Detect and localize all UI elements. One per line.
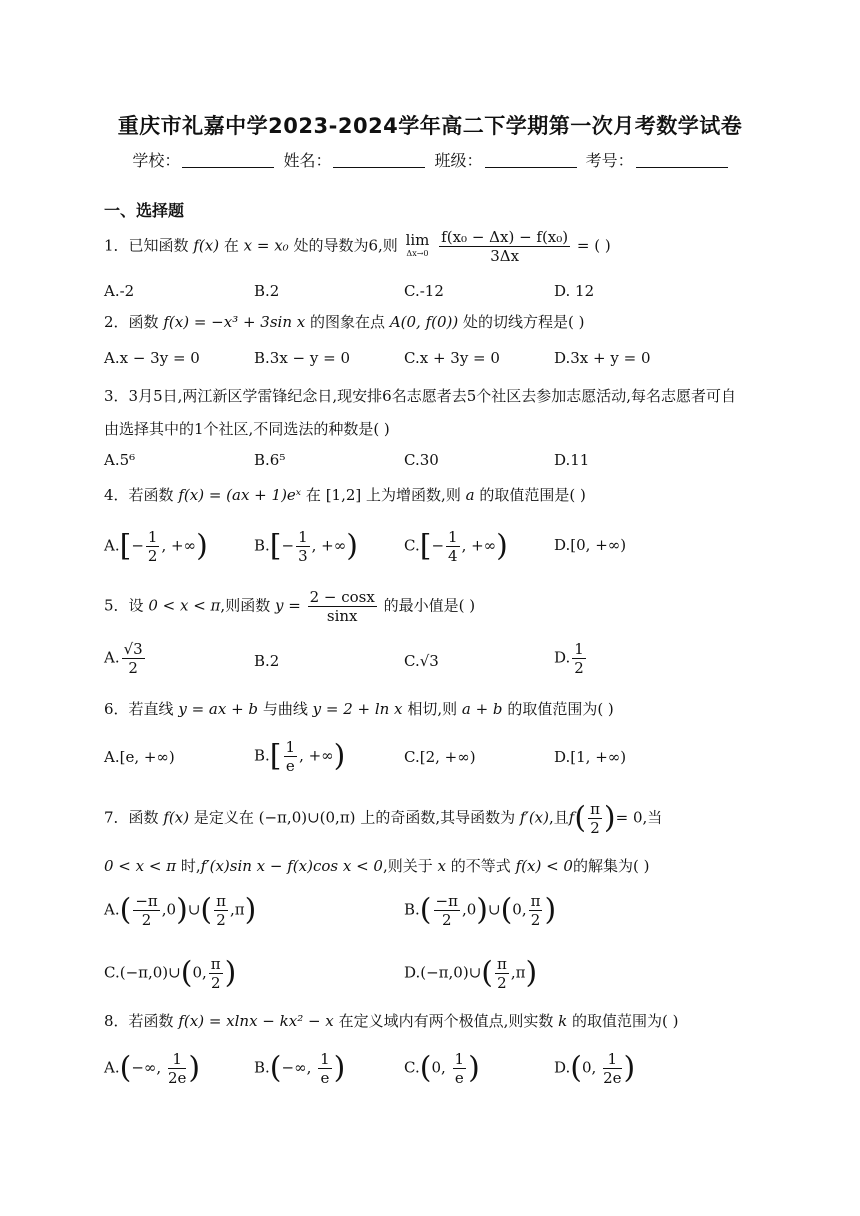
fraction-denominator: 2: [141, 911, 152, 929]
right-paren: ): [244, 892, 257, 928]
q7-math: f′(x)sin x − f(x)cos x < 0: [200, 857, 383, 875]
option-letter: B.: [254, 536, 270, 555]
option-c[interactable]: [104, 955, 236, 992]
option-d[interactable]: D.[0, +∞): [554, 536, 627, 554]
option-letter: C.: [404, 536, 420, 555]
school-blank[interactable]: [182, 153, 274, 168]
pi: π: [234, 900, 245, 919]
q6-text: 的取值范围为( ): [507, 700, 614, 718]
left-bracket: [: [419, 528, 432, 564]
left-paren: (: [119, 892, 132, 928]
lim-text: lim: [405, 230, 430, 249]
comma: ,: [510, 963, 516, 982]
interval-end: , +∞: [461, 536, 497, 555]
class-label: 班级：: [434, 151, 483, 170]
option-letter: A.: [104, 1058, 120, 1077]
option-c[interactable]: [404, 528, 508, 565]
fraction-denominator: 4: [448, 547, 458, 565]
question-number: 6．: [104, 700, 129, 718]
left-paren: (: [419, 1050, 432, 1086]
fraction-numerator: −π: [435, 892, 458, 910]
option-d[interactable]: [554, 640, 588, 677]
option-b[interactable]: [254, 528, 358, 565]
q7-text: 时,: [180, 857, 201, 875]
option-a[interactable]: [104, 528, 208, 565]
option-text: C.(−π,0)∪: [104, 963, 181, 982]
question-2: [104, 311, 744, 333]
left-bracket: [: [119, 528, 132, 564]
question-7-line-1: [104, 800, 744, 837]
q7-text: 函数: [128, 808, 159, 827]
option-fraction: [146, 528, 160, 565]
q1-text: = ( ): [576, 236, 611, 255]
fraction-denominator: 2: [216, 911, 226, 929]
option-fraction: [284, 738, 298, 775]
q8-text: 若函数: [128, 1012, 174, 1030]
fraction-numerator: 2 − cosx: [309, 588, 375, 606]
q4-math: a: [465, 486, 475, 504]
q2-text: 处的切线方程是( ): [463, 313, 585, 331]
right-paren: ): [468, 1050, 480, 1086]
zero: 0: [512, 900, 522, 919]
question-4: [104, 484, 744, 506]
left-paren: (: [574, 800, 587, 836]
q7-text: ,当: [642, 808, 663, 827]
fraction-denominator: 2: [590, 819, 600, 837]
q3-text: 3月5日,两江新区学雷锋纪念日,现安排6名志愿者去5个社区去参加志愿活动,每名志愿者可自由选择其中的1个社区,不同选法的种数是( ): [104, 387, 737, 438]
right-paren: ): [346, 528, 358, 564]
pi: π: [515, 963, 526, 982]
exam-number-blank[interactable]: [636, 153, 728, 168]
q4-text: 在: [305, 486, 321, 504]
q8-text: 的取值范围为( ): [572, 1012, 679, 1030]
option-fraction: [529, 892, 543, 929]
option-letter: D.: [554, 1058, 571, 1077]
question-number: 8．: [104, 1012, 129, 1030]
fraction-denominator: e: [285, 757, 295, 775]
right-paren: ): [623, 1050, 636, 1086]
option-a[interactable]: A.-2: [104, 282, 135, 300]
q2-text: 函数: [128, 313, 159, 331]
zero: 0: [192, 963, 202, 982]
question-8: [104, 1010, 744, 1032]
interval-start: −∞,: [281, 1058, 317, 1077]
right-paren: ): [476, 892, 488, 928]
q4-math: [1,2]: [325, 486, 362, 504]
option-fraction: [572, 640, 586, 677]
fraction-numerator: 1: [574, 640, 584, 658]
right-paren: ): [196, 528, 208, 564]
limit-fraction: [439, 228, 570, 265]
option-d[interactable]: D.11: [554, 451, 590, 469]
option-b[interactable]: [254, 1050, 345, 1087]
option-fraction: [446, 528, 460, 565]
right-paren: ): [603, 800, 616, 836]
q5-text: 的最小值是( ): [383, 596, 476, 615]
option-letter: B.: [254, 746, 270, 765]
q4-text: 上为增函数,则: [366, 486, 461, 504]
option-b[interactable]: B.2: [254, 282, 280, 300]
lim-subscript: Δx→0: [406, 248, 429, 258]
name-blank[interactable]: [333, 153, 425, 168]
question-4-options: [104, 528, 764, 568]
option-a[interactable]: [104, 640, 147, 677]
option-letter: A.: [104, 648, 120, 667]
q1-text: 处的导数为6,则: [293, 236, 398, 255]
right-paren: ): [333, 1050, 346, 1086]
q5-text: 设: [128, 596, 144, 615]
question-6: [104, 698, 744, 720]
comma: ,: [161, 900, 167, 919]
option-d[interactable]: D. 12: [554, 282, 595, 300]
option-text: D.(−π,0)∪: [404, 963, 482, 982]
left-paren: (: [119, 1050, 132, 1086]
question-number: 4．: [104, 486, 129, 504]
option-c[interactable]: C.30: [404, 451, 439, 469]
fraction-numerator: 1: [147, 528, 158, 546]
interval-end: , +∞: [311, 536, 347, 555]
option-b[interactable]: [404, 892, 556, 929]
option-c[interactable]: C.-12: [404, 282, 444, 300]
q6-math: y = ax + b: [178, 700, 259, 718]
left-paren: (: [180, 955, 193, 991]
interval-end: , +∞: [161, 536, 197, 555]
q6-text: 相切,则: [407, 700, 458, 718]
fraction-numerator: 1: [454, 1050, 465, 1068]
option-a[interactable]: A.5⁶: [104, 451, 136, 469]
fraction-numerator: 1: [285, 738, 296, 756]
q2-text: 的图象在点: [310, 313, 386, 331]
left-paren: (: [570, 1050, 582, 1086]
q8-math: f(x) = xlnx − kx² − x: [178, 1012, 334, 1030]
q6-text: 与曲线: [262, 700, 308, 718]
option-b[interactable]: B.6⁵: [254, 451, 286, 469]
fraction-denominator: e: [454, 1069, 464, 1087]
left-paren: (: [481, 955, 493, 991]
fraction-denominator: 2e: [167, 1069, 187, 1087]
fraction-denominator: 3: [298, 547, 308, 565]
q7-math: x: [437, 857, 447, 875]
interval-start: 0,: [431, 1058, 451, 1077]
q2-math: f(x) = −x³ + 3sin x: [163, 313, 306, 331]
left-paren: (: [200, 892, 213, 928]
option-fraction: [453, 1050, 467, 1087]
right-paren: ): [525, 955, 538, 991]
option-fraction: [122, 640, 145, 677]
right-paren: ): [544, 892, 557, 928]
option-fraction: [495, 955, 509, 992]
option-c[interactable]: C.√3: [404, 652, 439, 670]
option-b[interactable]: [254, 738, 345, 775]
q7-math: (−π,0)∪(0,π): [258, 808, 356, 827]
option-a[interactable]: A.x − 3y = 0: [104, 349, 200, 367]
option-a[interactable]: A.[e, +∞): [104, 748, 175, 766]
question-5: [104, 588, 744, 625]
left-paren: (: [419, 892, 432, 928]
question-number: 7．: [104, 808, 129, 827]
right-paren: ): [176, 892, 188, 928]
minus-sign: −: [281, 536, 295, 555]
option-fraction: [318, 1050, 332, 1087]
fraction-denominator: 2: [497, 974, 507, 992]
q7-math: f: [568, 808, 575, 827]
question-number: 2．: [104, 313, 129, 331]
right-paren: ): [224, 955, 237, 991]
class-blank[interactable]: [485, 153, 577, 168]
option-fraction: [168, 1050, 186, 1087]
fraction-denominator: 2: [441, 911, 452, 929]
question-7-options-row-1: [104, 892, 764, 932]
option-b[interactable]: B.2: [254, 652, 280, 670]
q7-text: 的解集为( ): [572, 857, 650, 875]
interval-end: , +∞: [299, 746, 334, 765]
q7-text: 的不等式: [450, 857, 511, 875]
fraction-denominator: 2: [147, 547, 158, 565]
fraction-numerator: π: [497, 955, 507, 973]
fraction-denominator: 2: [574, 659, 584, 677]
section-title: 一、选择题: [104, 201, 185, 220]
q8-math: k: [558, 1012, 568, 1030]
option-letter: D.: [554, 648, 571, 667]
fraction-numerator: π: [216, 892, 226, 910]
fraction-denominator: e: [320, 1069, 330, 1087]
q7-math: f(x): [163, 808, 190, 827]
option-a[interactable]: [104, 1050, 200, 1087]
exam-number-label: 考号：: [585, 151, 634, 170]
right-paren: ): [188, 1050, 201, 1086]
option-letter: B.: [404, 900, 420, 919]
q7-text: 是定义在: [193, 808, 254, 827]
fraction-denominator: 2: [128, 659, 138, 677]
q5-math: y =: [274, 596, 301, 615]
option-d[interactable]: D.3x + y = 0: [554, 349, 651, 367]
q2-math: A(0, f(0)): [389, 313, 459, 331]
q7-text: ,则关于: [382, 857, 433, 875]
option-a[interactable]: [104, 892, 256, 929]
q1-math: x = x₀: [243, 236, 289, 255]
q6-math: a + b: [461, 700, 503, 718]
question-number: 5．: [104, 596, 129, 615]
q4-math: f(x) = (ax + 1)eˣ: [178, 486, 302, 504]
question-3: [104, 380, 744, 446]
q7-text: 上的奇函数,其导函数为: [360, 808, 516, 827]
question-number: 3．: [104, 387, 129, 405]
comma: ,: [202, 963, 207, 982]
fraction-denominator: sinx: [326, 607, 358, 625]
left-bracket: [: [269, 528, 282, 564]
question-1: [104, 228, 744, 265]
q1-math: f(x): [193, 236, 220, 255]
union-symbol: ∪: [187, 900, 201, 919]
option-d[interactable]: [404, 955, 537, 992]
q7-math: = 0: [615, 808, 643, 827]
option-fraction: [133, 892, 159, 929]
fraction-numerator: 1: [168, 1050, 186, 1069]
fraction-numerator: 1: [298, 528, 308, 546]
student-info-line: [0, 148, 860, 171]
q6-math: y = 2 + ln x: [312, 700, 403, 718]
q7-math: f′(x): [519, 808, 549, 827]
exam-title: 重庆市礼嘉中学2023-2024学年高二下学期第一次月考数学试卷: [117, 114, 743, 138]
right-paren: ): [333, 738, 346, 774]
pi-half-fraction: [588, 800, 602, 837]
option-fraction: [209, 955, 223, 992]
option-letter: A.: [104, 536, 120, 555]
left-paren: (: [269, 1050, 282, 1086]
interval-start: 0,: [581, 1058, 602, 1077]
name-label: 姓名：: [283, 151, 332, 170]
option-d[interactable]: [554, 1050, 635, 1087]
comma: ,: [461, 900, 467, 919]
q7-text: ,且: [549, 808, 569, 827]
q5-text: ,则函数: [220, 596, 271, 615]
option-b[interactable]: B.3x − y = 0: [254, 349, 351, 367]
q7-math: f(x) < 0: [515, 857, 573, 875]
fraction-numerator: 1: [320, 1050, 330, 1068]
question-number: 1．: [104, 236, 129, 255]
minus-sign: −: [431, 536, 445, 555]
question-8-options: [104, 1050, 764, 1090]
option-letter: B.: [254, 1058, 270, 1077]
q4-text: 的取值范围是( ): [479, 486, 586, 504]
option-fraction: [296, 528, 310, 565]
option-fraction: [214, 892, 228, 929]
fraction-denominator: 2: [530, 911, 541, 929]
fraction-numerator: √3: [123, 640, 143, 658]
fraction-numerator: −π: [135, 892, 158, 910]
option-fraction: [603, 1050, 621, 1087]
left-bracket: [: [269, 738, 282, 774]
option-c[interactable]: [404, 1050, 480, 1087]
zero: 0: [466, 900, 477, 919]
option-letter: A.: [104, 900, 120, 919]
q5-math: 0 < x < π: [148, 596, 221, 615]
option-c[interactable]: C.[2, +∞): [404, 748, 476, 766]
fraction-denominator: 2: [210, 974, 221, 992]
fraction-denominator: 3Δx: [490, 247, 520, 265]
fraction-numerator: 1: [603, 1050, 621, 1069]
comma: ,: [229, 900, 235, 919]
q4-text: 若函数: [128, 486, 174, 504]
interval-start: −∞,: [131, 1058, 166, 1077]
question-5-options: [104, 640, 764, 680]
comma: ,: [521, 900, 527, 919]
q6-text: 若直线: [128, 700, 174, 718]
fraction-numerator: π: [590, 800, 600, 818]
question-7-line-2: [104, 855, 744, 877]
right-paren: ): [496, 528, 508, 564]
minus-sign: −: [131, 536, 144, 555]
school-label: 学校：: [132, 151, 181, 170]
option-c[interactable]: C.x + 3y = 0: [404, 349, 500, 367]
q1-text: 在: [223, 236, 239, 255]
option-d[interactable]: D.[1, +∞): [554, 748, 627, 766]
fraction-numerator: π: [530, 892, 541, 910]
option-letter: C.: [404, 1058, 420, 1077]
fraction-numerator: 1: [448, 528, 458, 546]
question-6-options: [104, 738, 764, 778]
left-paren: (: [500, 892, 513, 928]
fraction-numerator: π: [210, 955, 221, 973]
zero: 0: [166, 900, 177, 919]
option-fraction: [434, 892, 460, 929]
q1-text: 已知函数: [128, 236, 189, 255]
question-7-options-row-2: [104, 955, 764, 995]
fraction-denominator: 2e: [603, 1069, 622, 1087]
q7-math: 0 < x < π: [104, 857, 177, 875]
limit-operator: [405, 230, 430, 261]
function-fraction: [308, 588, 377, 625]
union-symbol: ∪: [488, 900, 501, 919]
fraction-numerator: f(x₀ − Δx) − f(x₀): [441, 228, 569, 246]
q8-text: 在定义域内有两个极值点,则实数: [338, 1012, 554, 1030]
